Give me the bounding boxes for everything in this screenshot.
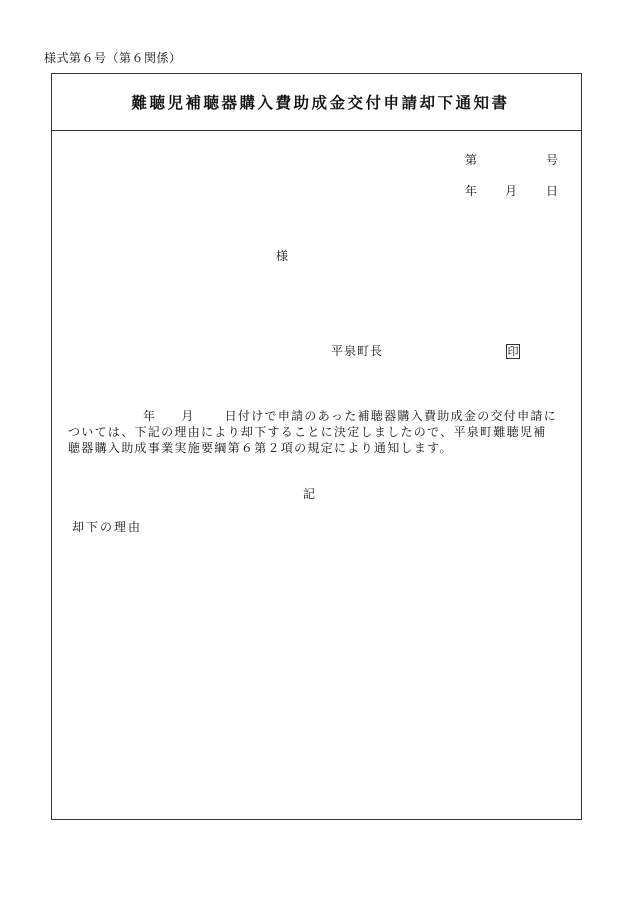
issuer-name: 平泉町長 (331, 344, 384, 358)
body-date-month: 月 (181, 409, 195, 423)
number-prefix: 第 (465, 153, 478, 167)
body-date-year: 年 (143, 409, 157, 423)
date-year: 年 (465, 184, 478, 198)
title-row (52, 74, 581, 131)
date-day: 日 (546, 184, 559, 198)
body-line-2: ついては、下記の理由により却下することに決定しましたので、平泉町難聴児補 (68, 425, 547, 439)
reason-label: 却下の理由 (72, 520, 143, 534)
number-suffix: 号 (546, 153, 559, 167)
notice-frame (51, 73, 582, 820)
body-line-3: 聴器購入助成事業実施要綱第６第２項の規定により通知します。 (68, 441, 453, 455)
seal-mark: 印 (507, 345, 519, 358)
body-line-1 (68, 408, 568, 424)
addressee-suffix: 様 (276, 249, 289, 263)
body-line-1-text: 日付けで申請のあった補聴器購入費助成金の交付申請に (224, 409, 558, 423)
document-title: 難聴児補聴器購入費助成金交付申請却下通知書 (131, 94, 510, 112)
ki-heading: 記 (303, 487, 316, 501)
date-month: 月 (505, 184, 518, 198)
form-number: 様式第６号（第６関係） (44, 51, 182, 65)
notice-body (68, 408, 568, 456)
